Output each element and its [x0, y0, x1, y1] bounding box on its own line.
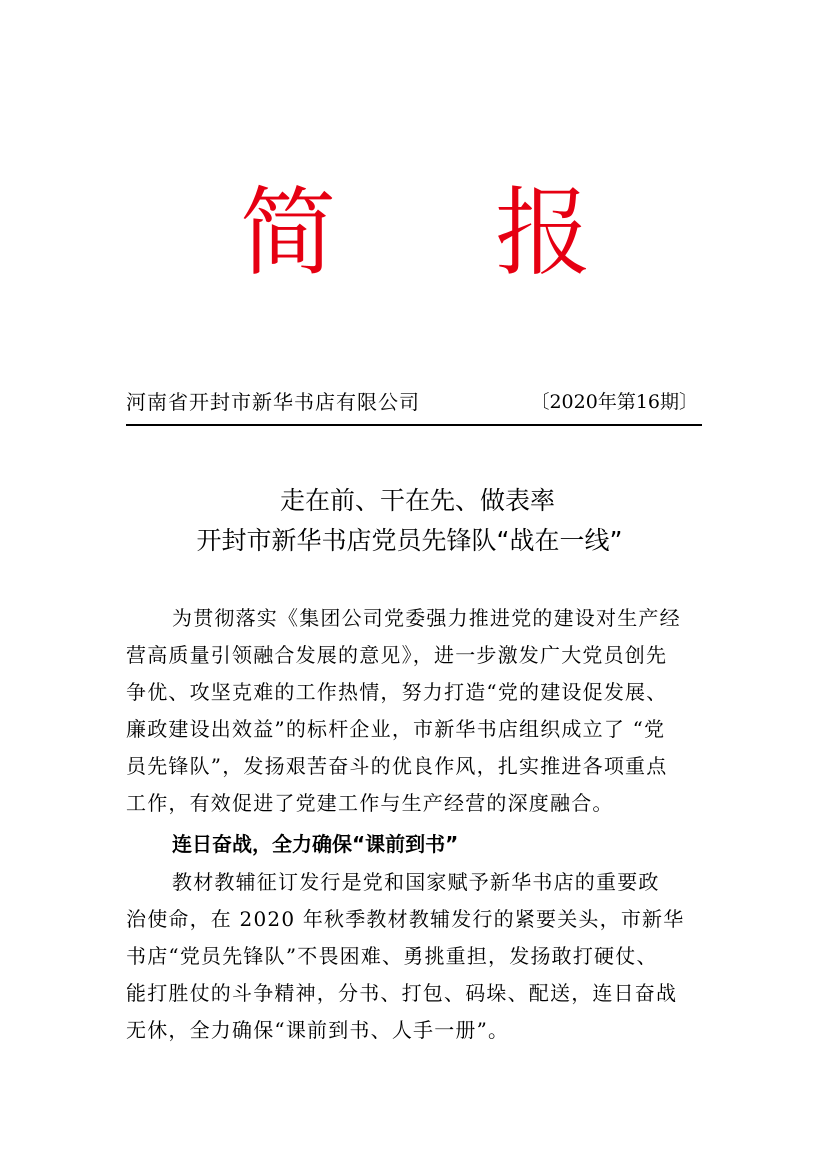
paragraph-line: 廉政建设出效益”的标杆企业，市新华书店组织成立了 “党: [126, 717, 666, 741]
masthead-title: [0, 178, 827, 298]
section-heading: 连日奋战，全力确保“课前到书”: [172, 832, 459, 856]
paragraph-line: 工作，有效促进了党建工作与生产经营的深度融合。: [126, 791, 614, 815]
issue-number: 〔2020年第16期〕: [530, 391, 698, 413]
issuing-organization: 河南省开封市新华书店有限公司: [126, 390, 420, 414]
paragraph-textbook-distribution: [126, 864, 706, 1049]
paragraph-line: 营高质量引领融合发展的意见》，进一步激发广大党员创先: [126, 643, 668, 667]
paragraph-line: 能打胜仗的斗争精神，分书、打包、码垛、配送，连日奋战: [126, 981, 678, 1005]
paragraph-line: 教材教辅征订发行是党和国家赋予新华书店的重要政: [172, 870, 660, 894]
header-divider: [126, 424, 702, 426]
paragraph-line: 员先锋队”，发扬艰苦奋斗的优良作风，扎实推进各项重点: [126, 754, 668, 778]
article-headline-line2: 开封市新华书店党员先锋队“战在一线”: [196, 526, 623, 555]
article-headline-line1: 走在前、干在先、做表率: [279, 486, 555, 515]
masthead-char-jian: 简: [240, 177, 336, 289]
paragraph-intro: [126, 600, 706, 822]
paragraph-line: 争优、攻坚克难的工作热情，努力打造“党的建设促发展、: [126, 680, 668, 704]
paragraph-line: 书店“党员先锋队”不畏困难、勇挑重担，发扬敢打硬仗、: [126, 944, 658, 968]
paragraph-line: 为贯彻落实《集团公司党委强力推进党的建设对生产经: [172, 606, 681, 630]
masthead-char-bao: 报: [495, 177, 591, 289]
paragraph-line: 治使命，在 2020 年秋季教材教辅发行的紧要关头，市新华: [126, 907, 685, 931]
issuer-line: [126, 388, 702, 416]
paragraph-line: 无休，全力确保“课前到书、人手一册”。: [126, 1018, 510, 1042]
